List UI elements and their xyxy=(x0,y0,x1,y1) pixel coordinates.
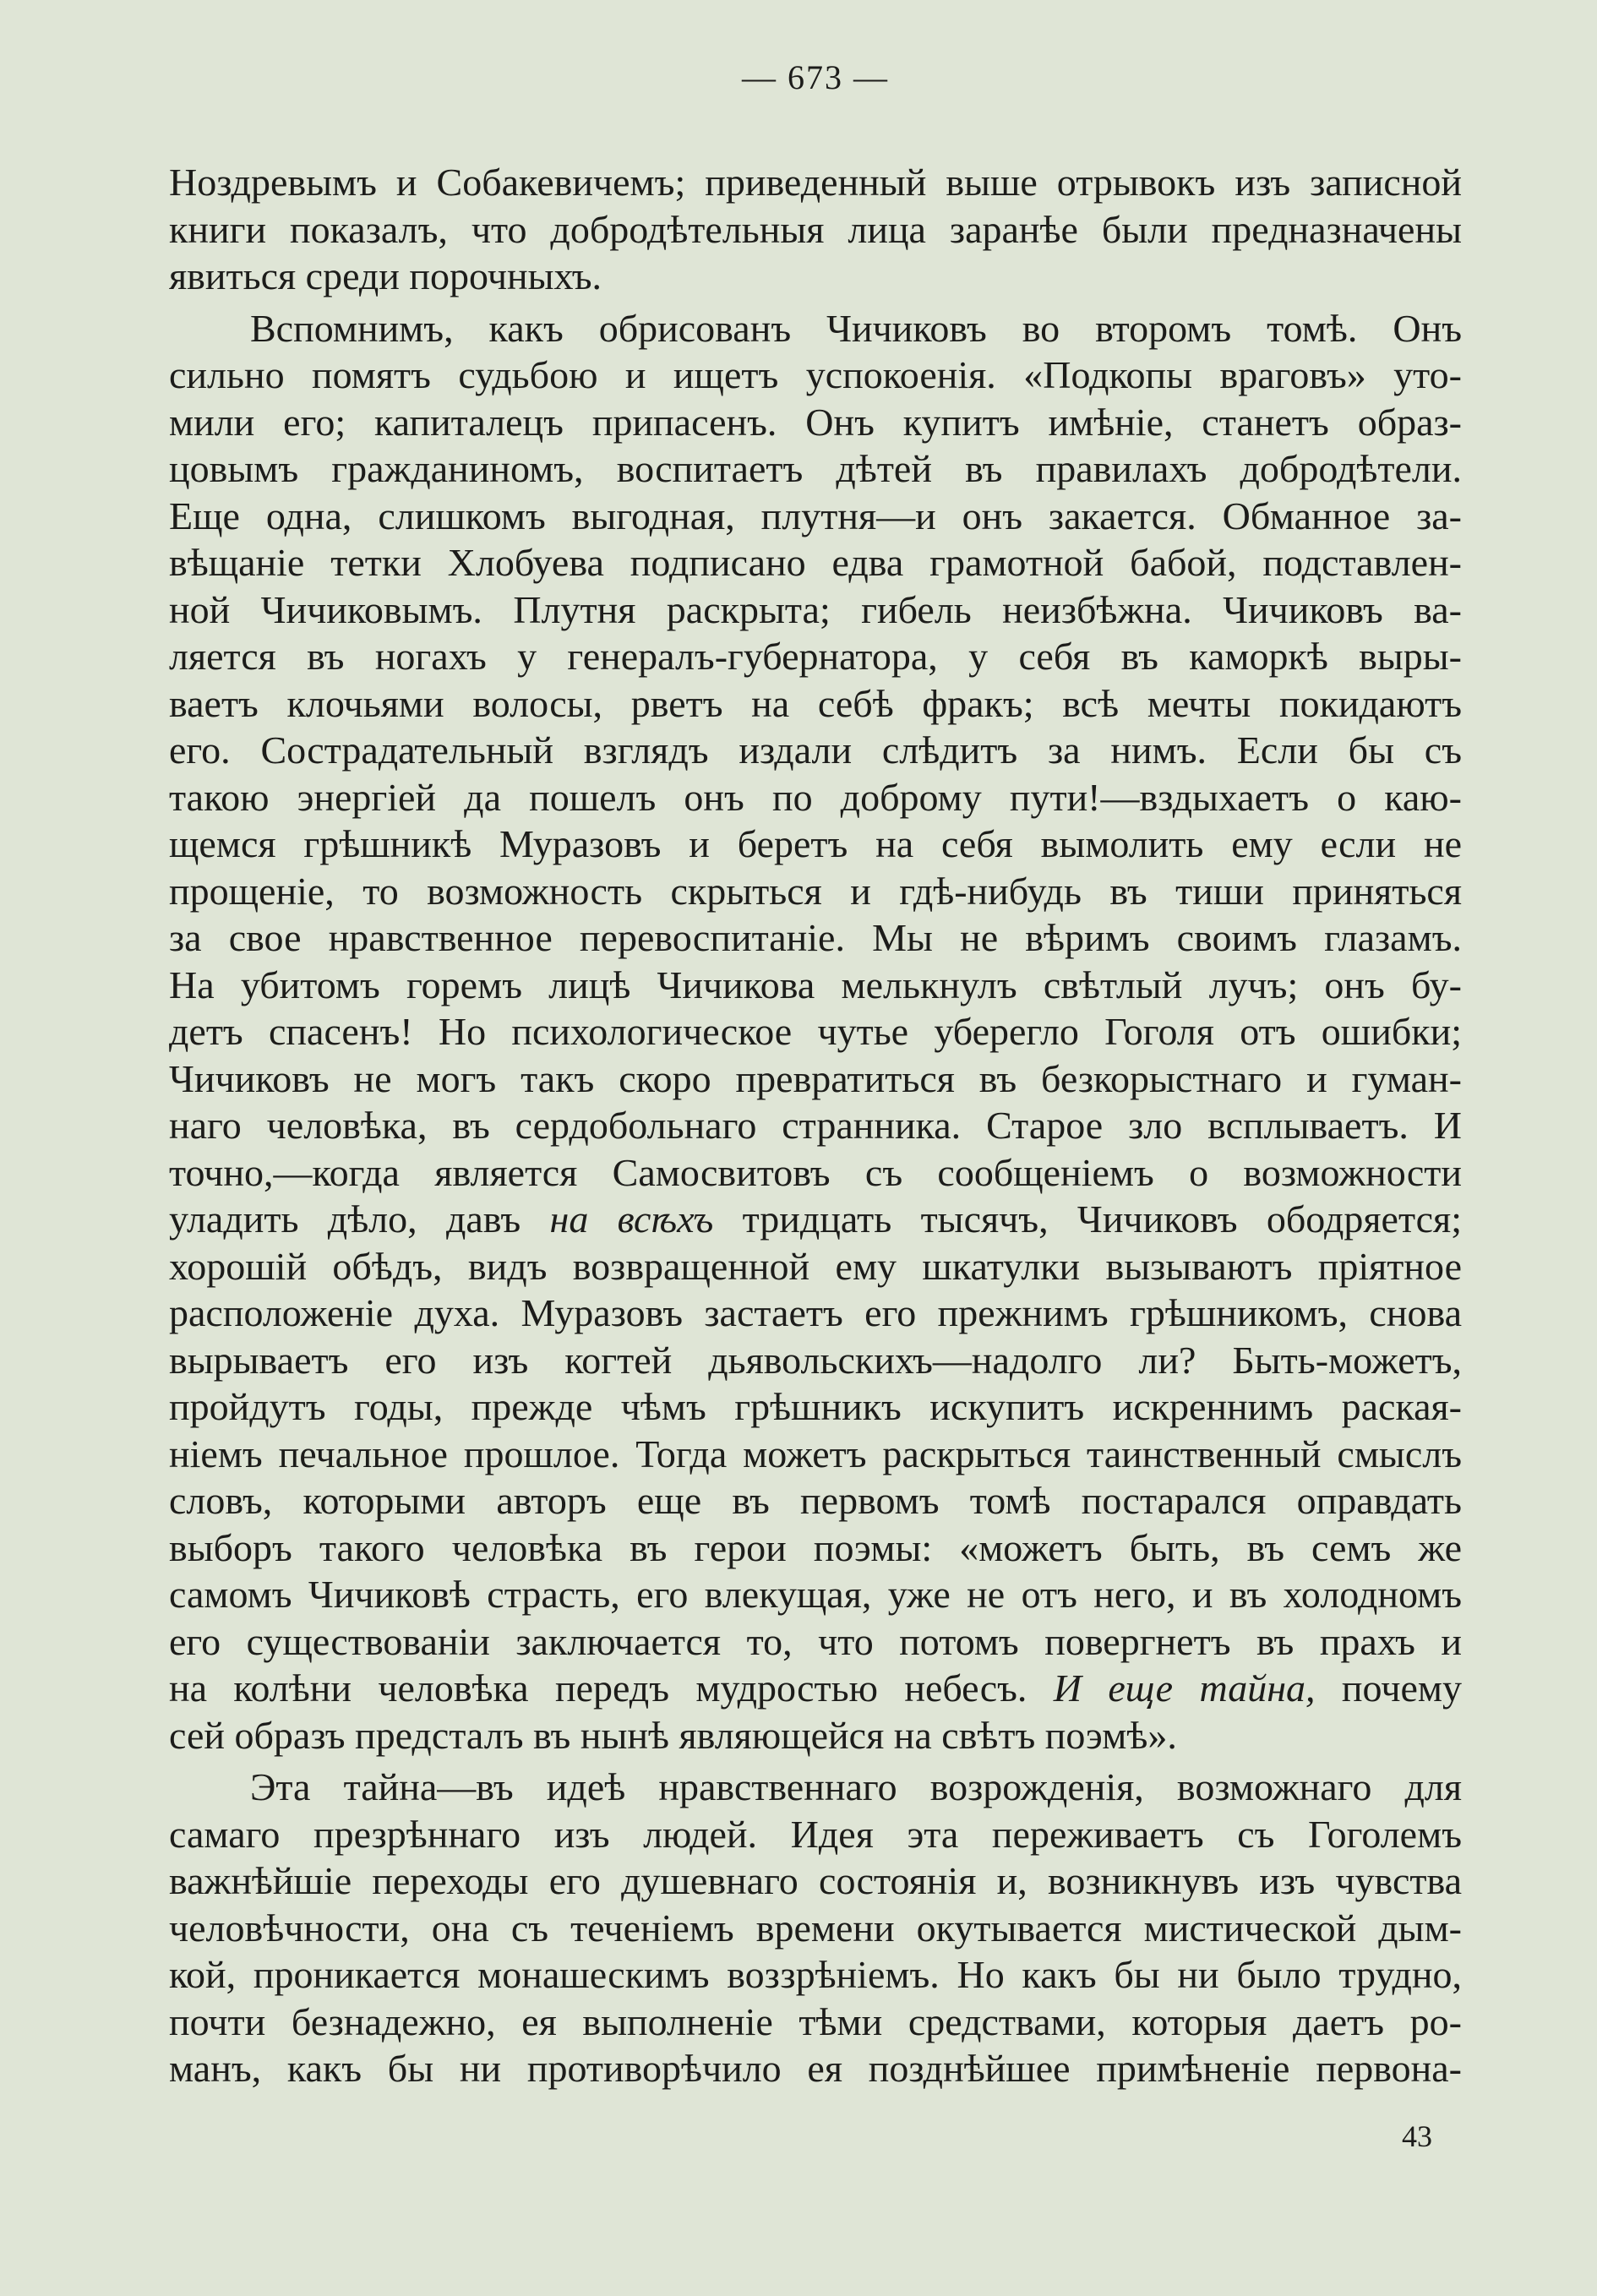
body-text xyxy=(169,159,1462,2092)
text-line: мили его; капиталецъ припасенъ. Онъ купитъ имѣніе, станетъ образ- xyxy=(169,400,1462,444)
paragraph xyxy=(169,159,1462,300)
text-line: самаго презрѣннаго изъ людей. Идея эта переживаетъ съ Гоголемъ xyxy=(169,1812,1462,1856)
text-line: ной Чичиковымъ. Плутня раскрыта; гибель неизбѣжна. Чичиковъ ва- xyxy=(169,587,1462,631)
text-line: такою энергіей да пошелъ онъ по доброму пути!—вздыхаетъ о каю- xyxy=(169,775,1462,819)
text-line: на колѣни человѣка передъ мудростью небесъ. И еще тайна, почему xyxy=(169,1666,1462,1710)
page-number: — 673 — xyxy=(742,58,889,96)
text-line: сильно помятъ судьбою и ищетъ успокоенія. «Подкопы враговъ» уто- xyxy=(169,353,1462,396)
text-line: точно,—когда является Самосвитовъ съ сообщеніемъ о возможности xyxy=(169,1150,1462,1194)
text-line: человѣчности, она съ теченіемъ времени окутывается мистической дым- xyxy=(169,1906,1462,1950)
text-line: пройдутъ годы, прежде чѣмъ грѣшникъ искупитъ искреннимъ раская- xyxy=(169,1385,1462,1428)
text-line: самомъ Чичиковѣ страсть, его влекущая, уже не отъ него, и въ холодномъ xyxy=(169,1573,1462,1616)
text-line: его существованіи заключается то, что потомъ повергнетъ въ прахъ и xyxy=(169,1619,1462,1663)
text-line: манъ, какъ бы ни противорѣчило ея позднѣйшее примѣненіе первона- xyxy=(169,2047,1462,2090)
text-line: щемся грѣшникѣ Муразовъ и беретъ на себя вымолить ему если не xyxy=(169,822,1462,865)
text-line: цовымъ гражданиномъ, воспитаетъ дѣтей въ правилахъ добродѣтели. xyxy=(169,447,1462,490)
italic-phrase: на всѣхъ xyxy=(549,1197,714,1241)
text-line: сей образъ предсталъ въ нынѣ являющейся на свѣтъ поэмѣ». xyxy=(169,1713,1177,1757)
text-line: книги показалъ, что добродѣтельныя лица заранѣе были предназначены xyxy=(169,207,1462,251)
text-line: выборъ такого человѣка въ герои поэмы: «можетъ быть, въ семъ же xyxy=(169,1525,1462,1569)
paragraph xyxy=(169,1764,1462,2092)
text-line: уладить дѣло, давъ на всѣхъ тридцать тысячъ, Чичиковъ ободряется; xyxy=(169,1197,1462,1241)
text-line: Еще одна, слишкомъ выгодная, плутня—и онъ закается. Обманное за- xyxy=(169,494,1462,537)
text-line: вырываетъ его изъ когтей дьявольскихъ—надолго ли? Быть-можетъ, xyxy=(169,1338,1462,1382)
text-line: детъ спасенъ! Но психологическое чутье уберегло Гоголя отъ ошибки; xyxy=(169,1010,1462,1053)
text-line: ваетъ клочьями волосы, рветъ на себѣ фракъ; всѣ мечты покидаютъ xyxy=(169,681,1462,725)
text-line: Эта тайна—въ идеѣ нравственнаго возрожденія, возможнаго для xyxy=(250,1765,1462,1808)
text-line: хорошій обѣдъ, видъ возвращенной ему шкатулки вызываютъ пріятное xyxy=(169,1244,1462,1288)
text-line: Вспомнимъ, какъ обрисованъ Чичиковъ во второмъ томѣ. Онъ xyxy=(250,306,1462,350)
text-line: Ноздревымъ и Собакевичемъ; приведенный выше отрывокъ изъ записной xyxy=(169,161,1462,204)
text-line: прощеніе, то возможность скрыться и гдѣ-нибудь въ тиши приняться xyxy=(169,869,1462,913)
text-line: ляется въ ногахъ у генералъ-губернатора, у себя въ каморкѣ выры- xyxy=(169,635,1462,678)
italic-phrase: И еще тайна, xyxy=(1053,1666,1316,1710)
text-line: Чичиковъ не могъ такъ скоро превратиться въ безкорыстнаго и гуман- xyxy=(169,1056,1462,1100)
text-line: кой, проникается монашескимъ воззрѣніемъ. Но какъ бы ни было трудно, xyxy=(169,1953,1462,1996)
text-line: наго человѣка, въ сердобольнаго странника. Старое зло всплываетъ. И xyxy=(169,1104,1462,1147)
text-line: словъ, которыми авторъ еще въ первомъ томѣ постарался оправдать xyxy=(169,1479,1462,1522)
signature-mark: 43 xyxy=(1402,2119,1432,2153)
text-line: расположеніе духа. Муразовъ застаетъ его прежнимъ грѣшникомъ, снова xyxy=(169,1291,1462,1334)
text-line: почти безнадежно, ея выполненіе тѣми средствами, которыя даетъ ро- xyxy=(169,1999,1462,2043)
text-line: его. Сострадательный взглядъ издали слѣдитъ за нимъ. Если бы съ xyxy=(169,728,1462,772)
text-line: важнѣйшіе переходы его душевнаго состоянія и, возникнувъ изъ чувства xyxy=(169,1859,1462,1902)
text-line: На убитомъ горемъ лицѣ Чичикова мелькнулъ свѣтлый лучъ; онъ бу- xyxy=(169,963,1462,1006)
text-line: ніемъ печальное прошлое. Тогда можетъ раскрыться таинственный смыслъ xyxy=(169,1432,1462,1475)
text-line: вѣщаніе тетки Хлобуева подписано едва грамотной бабой, подставлен- xyxy=(169,541,1462,584)
text-line: за свое нравственное перевоспитаніе. Мы не вѣримъ своимъ глазамъ. xyxy=(169,916,1462,959)
text-line: явиться среди порочныхъ. xyxy=(169,254,602,297)
paragraph xyxy=(169,305,1462,1759)
